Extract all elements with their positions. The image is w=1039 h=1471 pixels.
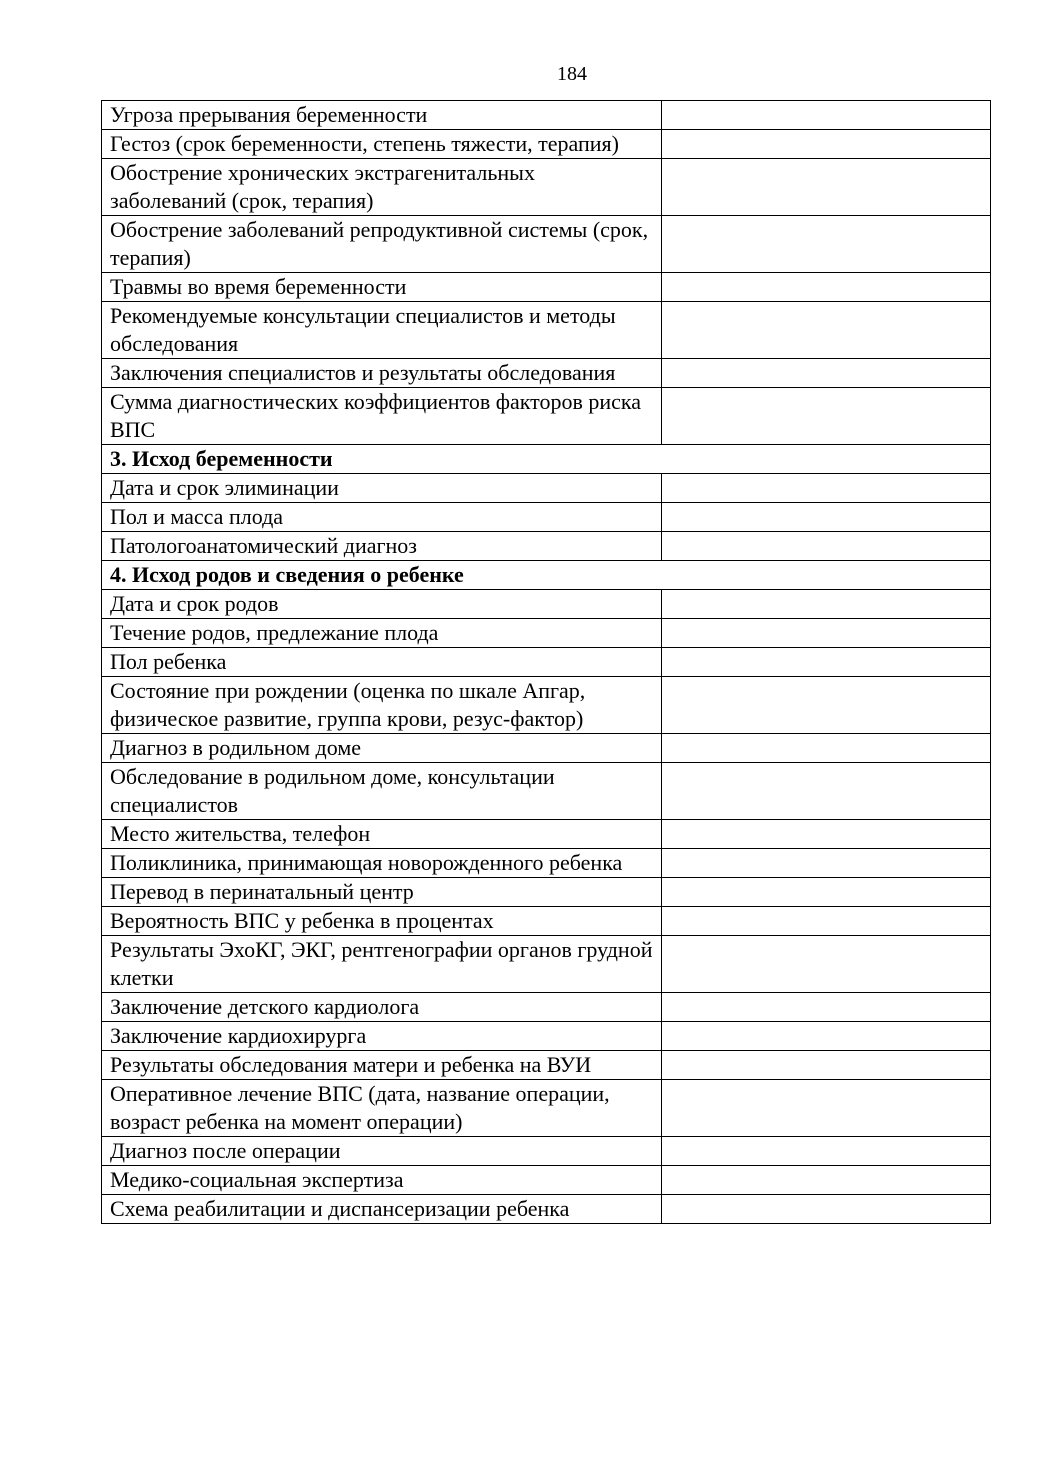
row-label: Поликлиника, принимающая новорожденного ребенка <box>102 849 662 878</box>
row-value-cell[interactable] <box>662 936 991 993</box>
row-value-cell[interactable] <box>662 1022 991 1051</box>
table-row <box>102 159 991 216</box>
section-title: 3. Исход беременности <box>102 445 991 474</box>
row-label: Дата и срок родов <box>102 590 662 619</box>
table-row <box>102 216 991 273</box>
row-value-cell[interactable] <box>662 648 991 677</box>
table-row <box>102 474 991 503</box>
table-row <box>102 648 991 677</box>
table-row <box>102 503 991 532</box>
page-number: 184 <box>557 63 587 85</box>
table-row <box>102 907 991 936</box>
row-label: Место жительства, телефон <box>102 820 662 849</box>
row-label: Рекомендуемые консультации специалистов и методы обследования <box>102 302 662 359</box>
row-value-cell[interactable] <box>662 1137 991 1166</box>
row-value-cell[interactable] <box>662 907 991 936</box>
row-value-cell[interactable] <box>662 503 991 532</box>
row-label: Заключение кардиохирурга <box>102 1022 662 1051</box>
row-label: Перевод в перинатальный центр <box>102 878 662 907</box>
row-label: Пол и масса плода <box>102 503 662 532</box>
row-label: Схема реабилитации и диспансеризации ребенка <box>102 1195 662 1224</box>
row-value-cell[interactable] <box>662 101 991 130</box>
row-label: Результаты ЭхоКГ, ЭКГ, рентгенографии органов грудной клетки <box>102 936 662 993</box>
table-row <box>102 820 991 849</box>
table-row <box>102 1137 991 1166</box>
row-value-cell[interactable] <box>662 359 991 388</box>
table-row <box>102 763 991 820</box>
row-label: Пол ребенка <box>102 648 662 677</box>
row-label: Результаты обследования матери и ребенка на ВУИ <box>102 1051 662 1080</box>
row-label: Дата и срок элиминации <box>102 474 662 503</box>
row-value-cell[interactable] <box>662 1195 991 1224</box>
table-row <box>102 619 991 648</box>
row-value-cell[interactable] <box>662 590 991 619</box>
row-value-cell[interactable] <box>662 820 991 849</box>
table-row <box>102 590 991 619</box>
row-label: Медико-социальная экспертиза <box>102 1166 662 1195</box>
row-value-cell[interactable] <box>662 849 991 878</box>
row-label: Вероятность ВПС у ребенка в процентах <box>102 907 662 936</box>
row-value-cell[interactable] <box>662 1051 991 1080</box>
table-row <box>102 130 991 159</box>
table-row <box>102 1080 991 1137</box>
row-value-cell[interactable] <box>662 1166 991 1195</box>
row-value-cell[interactable] <box>662 388 991 445</box>
row-label: Течение родов, предлежание плода <box>102 619 662 648</box>
row-label: Оперативное лечение ВПС (дата, название операции, возраст ребенка на момент операции) <box>102 1080 662 1137</box>
table-row <box>102 302 991 359</box>
row-label: Состояние при рождении (оценка по шкале Апгар, физическое развитие, группа крови, резус-фактор) <box>102 677 662 734</box>
section-header-row <box>102 561 991 590</box>
table-row <box>102 993 991 1022</box>
row-label: Диагноз в родильном доме <box>102 734 662 763</box>
row-value-cell[interactable] <box>662 302 991 359</box>
row-value-cell[interactable] <box>662 763 991 820</box>
row-label: Травмы во время беременности <box>102 273 662 302</box>
row-value-cell[interactable] <box>662 216 991 273</box>
row-label: Обострение хронических экстрагенитальных заболеваний (срок, терапия) <box>102 159 662 216</box>
table-row <box>102 936 991 993</box>
table-row <box>102 734 991 763</box>
table-row <box>102 1195 991 1224</box>
table-row <box>102 359 991 388</box>
table-row <box>102 677 991 734</box>
patient-record-table <box>101 100 991 1224</box>
table-row <box>102 273 991 302</box>
row-value-cell[interactable] <box>662 993 991 1022</box>
row-value-cell[interactable] <box>662 474 991 503</box>
row-label: Заключение детского кардиолога <box>102 993 662 1022</box>
table-body <box>102 101 991 1224</box>
row-label: Сумма диагностических коэффициентов факторов риска ВПС <box>102 388 662 445</box>
table-row <box>102 101 991 130</box>
row-value-cell[interactable] <box>662 619 991 648</box>
table-row <box>102 878 991 907</box>
table-row <box>102 532 991 561</box>
row-label: Диагноз после операции <box>102 1137 662 1166</box>
row-label: Угроза прерывания беременности <box>102 101 662 130</box>
row-value-cell[interactable] <box>662 159 991 216</box>
section-header-row <box>102 445 991 474</box>
row-label: Заключения специалистов и результаты обследования <box>102 359 662 388</box>
row-value-cell[interactable] <box>662 677 991 734</box>
row-label: Патологоанатомический диагноз <box>102 532 662 561</box>
table-row <box>102 849 991 878</box>
row-value-cell[interactable] <box>662 878 991 907</box>
table-row <box>102 1166 991 1195</box>
row-label: Обострение заболеваний репродуктивной системы (срок, терапия) <box>102 216 662 273</box>
section-title: 4. Исход родов и сведения о ребенке <box>102 561 991 590</box>
row-label: Гестоз (срок беременности, степень тяжести, терапия) <box>102 130 662 159</box>
row-value-cell[interactable] <box>662 130 991 159</box>
row-value-cell[interactable] <box>662 532 991 561</box>
row-value-cell[interactable] <box>662 1080 991 1137</box>
table-row <box>102 388 991 445</box>
row-value-cell[interactable] <box>662 273 991 302</box>
row-label: Обследование в родильном доме, консультации специалистов <box>102 763 662 820</box>
row-value-cell[interactable] <box>662 734 991 763</box>
table-row <box>102 1022 991 1051</box>
table-row <box>102 1051 991 1080</box>
